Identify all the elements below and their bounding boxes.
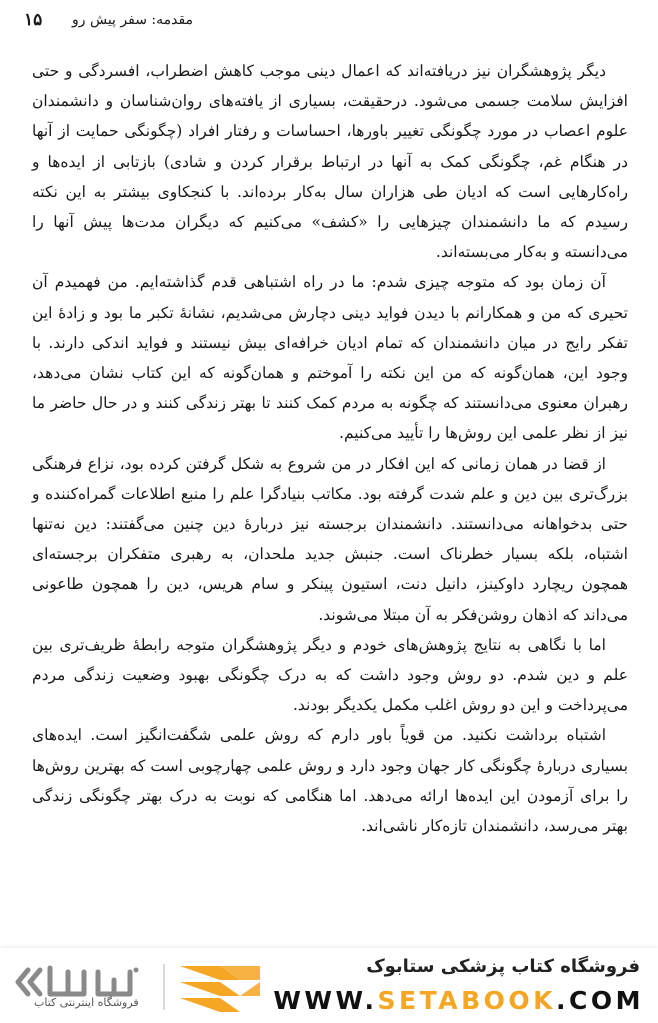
url-brand: SETABOOK: [377, 986, 557, 1015]
running-head: مقدمه: سفر پیش رو: [72, 12, 194, 28]
paragraph: دیگر پژوهشگران نیز دریافته‌اند که اعمال دینی موجب کاهش اضطراب، افسردگی و حتی افزایش سلامت جسمی می‌شود. درحقیقت، بسیاری از یافته‌های روان‌شناسان و دانشمندان علوم اعصاب در مورد چگونگی تغییر باورها، احساسات و رفتار افراد (چگونگی حمایت از آنها در هنگام غم، چگونگی کمک به آنها در ارتباط برقرار کردن و شادی) بازتابی از ایده‌ها و راه‌کارهایی است که ادیان طی هزاران سال به‌کار برده‌اند. با کنجکاوی بیشتر به این نکته رسیدم که ما دانشمندان چیزهایی را «کشف» می‌کنیم که دیگران مدت‌ها پیش آنها را می‌دانسته و به‌کار می‌بسته‌اند.: [32, 62, 628, 262]
url-suffix: .COM: [556, 986, 644, 1015]
watermark-fade: [0, 880, 658, 950]
page-header: [0, 8, 658, 34]
paragraph: آن زمان بود که متوجه چیزی شدم: ما در راه اشتباهی قدم گذاشته‌ایم. من فهمیدم آن تحیری که من و همکارانم با دیدن فواید دینی دچارش می‌شدیم، نشانهٔ تکبر ما بود و زادهٔ این تفکر رایج در میان دانشمندان که تمام ادیان خرافه‌ای بیش نیستند و فواید اندکی دارند. با وجود این، همان‌گونه که من این نکته را آموختم و همان‌گونه که این کتاب نشان می‌دهد، رهبران معنوی می‌دانستند که چگونه به مردم کمک کنند تا بهتر زندگی کنند و در حال حاضر ما نیز از نظر علمی این روش‌ها را تأیید می‌کنیم.: [32, 273, 628, 443]
logo-tagline: فروشگاه اینترنتی کتاب: [34, 996, 139, 1009]
paragraph: از قضا در همان زمانی که این افکار در من شروع به شکل گرفتن کرده بود، نزاع فرهنگی بزرگ‌تری بین دین و علم شدت گرفته بود. مکاتب بنیادگرا علم را منبع اطلاعات گمراه‌کننده و حتی بدخواهانه می‌دانستند. دانشمندان برجسته نیز دربارهٔ دین چنین می‌گفتند: دین نه‌تنها اشتباه، بلکه بسیار خطرناک است. جنبش جدید ملحدان، به رهبری متفکران برجسته‌ای همچون ریچارد داوکینز، دانیل دنت، استیون پینکر و سام هریس، دین را همچون طاعونی می‌داند که اذهان روشن‌فکر به آن مبتلا می‌شوند.: [32, 454, 628, 624]
paragraph: اشتباه برداشت نکنید. من قویاً باور دارم که روش علمی شگفت‌انگیز است. ایده‌های بسیاری دربارهٔ چگونگی کار جهان وجود دارد و روش علمی چهارچوبی است که بهترین روش‌ها را برای آزمودن این ایده‌ها ارائه می‌دهد. اما هنگامی که نوبت به درک بهتر چگونگی زندگی بهتر می‌رسد، دانشمندان تازه‌کار ناشی‌اند.: [32, 726, 628, 836]
page-number: ۱۵: [24, 10, 43, 30]
store-url[interactable]: [273, 986, 644, 1015]
store-banner: [0, 948, 658, 1023]
url-prefix: WWW.: [273, 986, 378, 1015]
paragraph: اما با نگاهی به نتایج پژوهش‌های خودم و دیگر پژوهشگران متوجه رابطهٔ ظریف‌تری بین علم و دین شدم. دو روش وجود داشت که به درک چگونگی بهبود وضعیت زندگی مردم می‌پرداخت و این دو روش اغلب مکمل یکدیگر بودند.: [32, 635, 628, 715]
store-name: فروشگاه کتاب پزشکی ستابوک: [366, 956, 640, 977]
body-text: [32, 56, 628, 841]
